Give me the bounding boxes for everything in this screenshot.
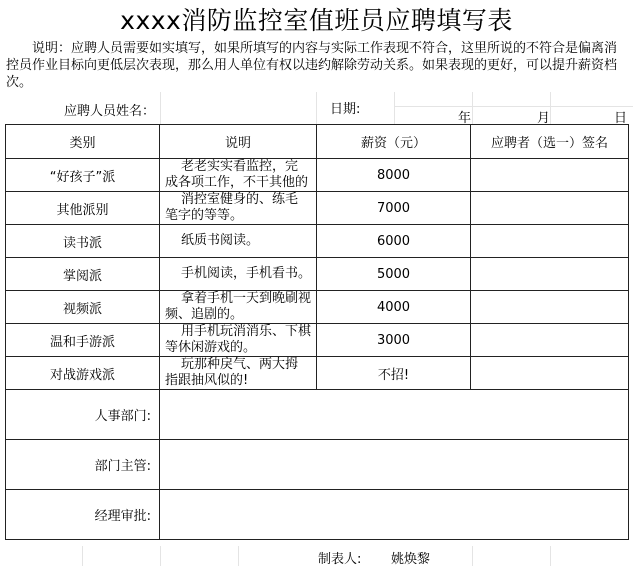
signoff-row-dept-head <box>6 440 629 490</box>
manager-approval-field[interactable] <box>160 490 629 540</box>
category-cell: 读书派 <box>6 225 160 258</box>
category-cell: 掌阅派 <box>6 258 160 291</box>
date-label: 日期: <box>330 102 361 117</box>
date-day-label: 日 <box>614 111 628 126</box>
form-title: xxxx消防监控室值班员应聘填写表 <box>120 6 513 35</box>
column-header-signature: 应聘者（选一）签名 <box>471 125 629 159</box>
hr-department-field[interactable] <box>160 390 629 440</box>
description-cell <box>160 324 317 357</box>
grid-line <box>394 92 395 124</box>
grid-line <box>472 546 473 566</box>
maker-label: 制表人: <box>318 552 362 567</box>
column-header-description: 说明 <box>160 125 317 159</box>
department-head-label: 部门主管: <box>6 440 160 490</box>
column-header-category: 类别 <box>6 125 160 159</box>
description-line: 老老实实看监控，完 <box>181 159 299 174</box>
description-line: 成各项工作，不干其他的 <box>165 175 309 190</box>
salary-cell: 5000 <box>317 258 471 291</box>
description-line: 频、追剧的。 <box>165 307 244 322</box>
grid-line <box>472 92 473 124</box>
table-header-row <box>6 125 629 159</box>
table-row <box>6 324 629 357</box>
grid-line <box>316 92 317 124</box>
grid-line <box>160 546 161 566</box>
category-cell: 其他派别 <box>6 192 160 225</box>
grid-line <box>160 92 161 124</box>
category-cell: “好孩子”派 <box>6 159 160 192</box>
table-row <box>6 258 629 291</box>
signature-cell[interactable] <box>471 225 629 258</box>
table-row <box>6 291 629 324</box>
footer-row <box>0 546 633 566</box>
description-line: 用手机玩消消乐、下棋 <box>181 324 312 339</box>
description-line: 指跟抽风似的! <box>165 373 249 388</box>
signoff-row-manager <box>6 490 629 540</box>
description-line: 笔字的等等。 <box>165 208 244 223</box>
table-row <box>6 357 629 390</box>
description-line: 手机阅读，手机看书。 <box>181 266 312 281</box>
hr-department-label: 人事部门: <box>6 390 160 440</box>
description-cell <box>160 159 317 192</box>
description-cell <box>160 357 317 390</box>
salary-cell: 3000 <box>317 324 471 357</box>
date-month-label: 月 <box>537 111 551 126</box>
description-cell <box>160 225 317 258</box>
description-line: 玩那种戾气、两大拇 <box>181 357 299 372</box>
salary-cell: 6000 <box>317 225 471 258</box>
description-cell <box>160 258 317 291</box>
signature-cell[interactable] <box>471 291 629 324</box>
recruitment-table <box>5 124 629 540</box>
signature-cell[interactable] <box>471 159 629 192</box>
signoff-row-hr <box>6 390 629 440</box>
salary-cell: 7000 <box>317 192 471 225</box>
table-row <box>6 192 629 225</box>
signature-cell[interactable] <box>471 324 629 357</box>
department-head-field[interactable] <box>160 440 629 490</box>
grid-line <box>550 92 551 124</box>
date-year-label: 年 <box>458 111 472 126</box>
signature-cell[interactable] <box>471 357 629 390</box>
form-note: 说明：应聘人员需要如实填写，如果所填写的内容与实际工作表现不符合，这里所说的不符合是偏离消控员作业目标向更低层次表现，那么用人单位有权以违约解除劳动关系。如果表现的更好，可以提升薪资档次。 <box>6 41 618 90</box>
grid-line <box>394 106 633 107</box>
salary-cell: 8000 <box>317 159 471 192</box>
category-cell: 视频派 <box>6 291 160 324</box>
salary-cell: 4000 <box>317 291 471 324</box>
grid-line <box>238 546 239 566</box>
manager-approval-label: 经理审批: <box>6 490 160 540</box>
applicant-name-label: 应聘人员姓名： <box>64 104 156 119</box>
signature-cell[interactable] <box>471 192 629 225</box>
description-cell <box>160 192 317 225</box>
description-line: 纸质书阅读。 <box>181 233 260 248</box>
description-line: 消控室健身的、练毛 <box>181 192 299 207</box>
column-header-salary: 薪资（元） <box>317 125 471 159</box>
description-line: 等休闲游戏的。 <box>165 340 257 355</box>
category-cell: 温和手游派 <box>6 324 160 357</box>
signature-cell[interactable] <box>471 258 629 291</box>
maker-name: 姚焕黎 <box>391 552 431 567</box>
table-row <box>6 159 629 192</box>
category-cell: 对战游戏派 <box>6 357 160 390</box>
applicant-header-row <box>0 92 633 124</box>
description-line: 拿着手机一天到晚刷视 <box>181 291 312 306</box>
grid-line <box>82 546 83 566</box>
table-row <box>6 225 629 258</box>
description-cell <box>160 291 317 324</box>
salary-cell: 不招! <box>317 357 471 390</box>
grid-line <box>550 546 551 566</box>
